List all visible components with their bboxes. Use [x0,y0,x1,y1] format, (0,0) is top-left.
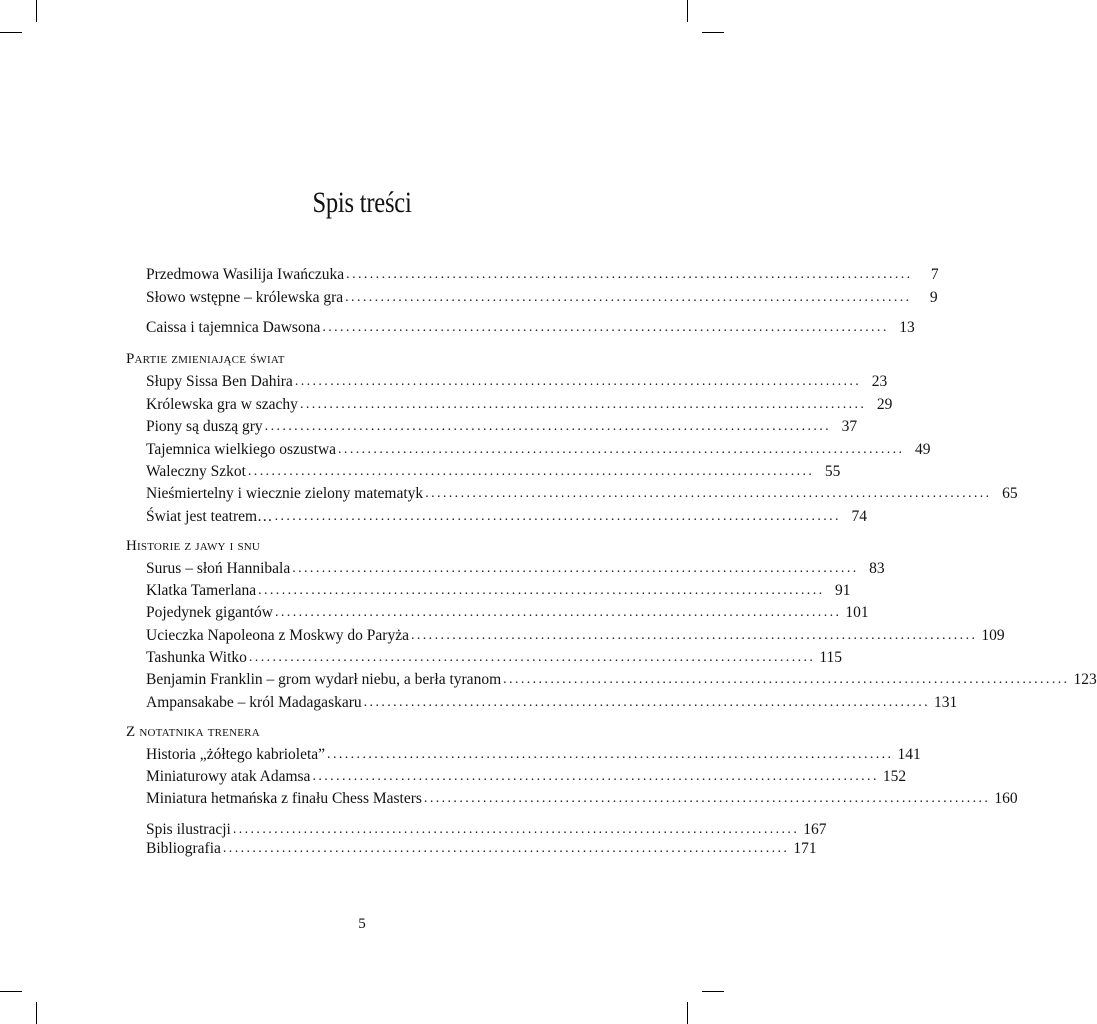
toc-entry-page: 115 [819,649,842,666]
toc-entry-page: 13 [899,319,915,336]
toc-entry-title: Benjamin Franklin – grom wydarł niebu, a berła tyranom [146,671,502,688]
dot-leader: ................................................................................................ [258,583,825,598]
dot-leader: ................................................................................................ [338,442,905,457]
dot-leader: ................................................................................................ [312,769,879,784]
dot-leader: ................................................................................................ [425,486,992,501]
toc-entry-page: 7 [930,266,939,283]
toc-entry-title: Królewska gra w szachy [146,396,298,413]
toc-entry-page: 123 [1073,671,1097,688]
page-number: 5 [358,916,366,932]
toc-entry[interactable] [146,318,915,338]
crop-mark [36,1002,37,1024]
dot-leader: ................................................................................................ [327,747,894,762]
toc-entry[interactable] [146,417,858,437]
toc-entry[interactable] [146,440,931,460]
toc-entry[interactable] [146,265,939,285]
crop-mark [0,991,22,992]
crop-mark [702,32,724,33]
dot-leader: ................................................................................................ [345,290,912,305]
toc-entry-page: 65 [1002,485,1018,502]
toc-entry-page: 74 [851,508,867,525]
crop-mark [0,32,22,33]
dot-leader: ................................................................................................ [363,695,931,710]
dot-leader: ................................................................................................ [322,320,889,335]
toc-entry-title: Słowo wstępne – królewska gra [146,289,344,306]
toc-entry-title: Tashunka Witko [146,649,247,666]
dot-leader: ................................................................................................ [222,841,790,856]
toc-entry-page: 55 [824,463,841,480]
toc-entry-page: 101 [845,604,869,621]
dot-leader: ................................................................................................ [299,397,867,412]
toc-entry-page: 29 [876,396,893,413]
toc-entry[interactable] [146,693,958,713]
toc-entry[interactable] [146,670,1097,690]
toc-entry[interactable] [146,789,1018,809]
crop-mark [36,0,37,22]
toc-entry-title: Surus – słoń Hannibala [146,560,291,577]
crop-mark [687,0,688,22]
toc-entry-title: Pojedynek gigantów [146,604,273,621]
toc-entry-page: 152 [882,768,907,785]
toc-entry[interactable] [146,820,827,840]
crop-mark [687,1002,688,1024]
dot-leader: ................................................................................................ [232,822,800,837]
toc-entry[interactable] [146,745,921,765]
section-heading: Historie z jawy i snu [126,538,261,554]
dot-leader: ................................................................................................ [423,791,991,806]
toc-entry[interactable] [146,581,851,601]
toc-entry-title: Ampansakabe – król Madagaskaru [146,694,362,711]
toc-entry-title: Nieśmiertelny i wiecznie zielony matematyk [146,485,424,502]
toc-entry[interactable] [146,395,893,415]
toc-entry-title: Miniatura hetmańska z finału Chess Masters [146,790,422,807]
toc-entry[interactable] [146,839,817,859]
dot-leader: ................................................................................................ [264,419,832,434]
toc-entry-page: 23 [871,373,888,390]
toc-entry-page: 171 [793,840,817,857]
dot-leader: ................................................................................................ [248,650,816,665]
toc-entry[interactable] [146,559,885,579]
toc-entry-title: Bibliografia [146,840,221,857]
dot-leader: ................................................................................................ [292,561,859,576]
toc-entry-title: Słupy Sissa Ben Dahira [146,373,293,390]
toc-entry-page: 9 [929,289,938,306]
toc-entry[interactable] [146,484,1018,504]
toc-entry-page: 131 [934,694,958,711]
toc-entry[interactable] [146,507,867,527]
toc-entry-page: 91 [835,582,851,599]
toc-entry-title: Przedmowa Wasilija Iwańczuka [146,266,345,283]
toc-entry-title: Świat jest teatrem… [146,508,273,525]
dot-leader: ................................................................................................ [275,605,842,620]
toc-entry-page: 109 [981,627,1005,644]
toc-entry[interactable] [146,462,841,482]
toc-entry-title: Waleczny Szkot [146,463,246,480]
page-title: Spis treści [312,186,412,219]
crop-mark [702,991,724,992]
toc-entry[interactable] [146,648,842,668]
toc-entry-page: 49 [914,441,931,458]
toc-entry-title: Ucieczka Napoleona z Moskwy do Paryża [146,627,409,644]
toc-entry-title: Klatka Tamerlana [146,582,257,599]
section-heading: Partie zmieniające świat [126,351,285,367]
dot-leader: ................................................................................................ [247,464,815,479]
dot-leader: ................................................................................................ [294,374,862,389]
dot-leader: ................................................................................................ [274,509,841,524]
toc-entry-title: Historia „żółtego kabrioleta” [146,746,326,763]
toc-entry-page: 37 [841,418,858,435]
dot-leader: ................................................................................................ [503,672,1070,687]
toc-entry-title: Tajemnica wielkiego oszustwa [146,441,337,458]
toc-entry-page: 141 [897,746,921,763]
toc-entry-title: Spis ilustracji [146,821,231,838]
toc-entry[interactable] [146,626,1005,646]
toc-entry[interactable] [146,372,888,392]
toc-entry-page: 160 [994,790,1018,807]
toc-entry-page: 83 [869,560,885,577]
dot-leader: ................................................................................................ [410,628,978,643]
dot-leader: ................................................................................................ [346,267,913,282]
toc-entry[interactable] [146,288,938,308]
toc-entry-title: Piony są duszą gry [146,418,263,435]
toc-entry-title: Miniaturowy atak Adamsa [146,768,311,785]
toc-entry[interactable] [146,767,907,787]
toc-entry-page: 167 [803,821,827,838]
section-heading: Z notatnika trenera [126,724,260,740]
toc-entry[interactable] [146,603,869,623]
toc-entry-title: Caissa i tajemnica Dawsona [146,319,321,336]
